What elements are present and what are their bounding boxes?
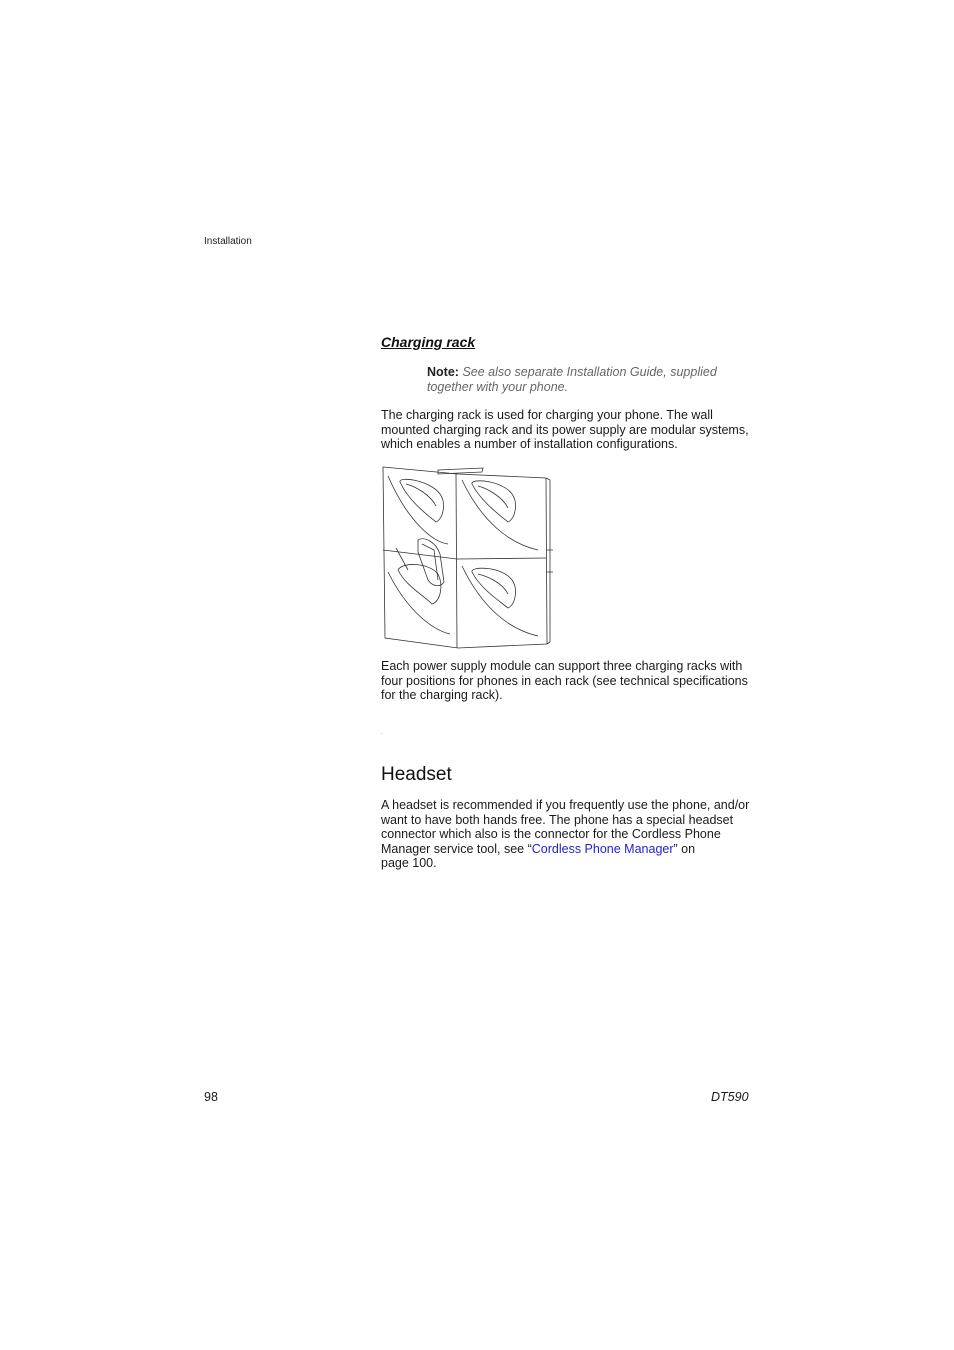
note-label: Note: [427, 365, 459, 379]
note-text: See also separate Installation Guide, supplied together with your phone. [427, 365, 717, 394]
charging-rack-description: The charging rack is used for charging your phone. The wall mounted charging rack and its power supply are modular systems, which enables a number of installation configurations. [381, 408, 749, 451]
charging-rack-illustration [378, 462, 553, 652]
power-supply-description: Each power supply module can support three charging racks with four positions for phones in each rack (see technical specifications for the charging rack). [381, 659, 748, 702]
stray-mark: . [381, 730, 383, 736]
headset-text-before-link: A headset is recommended if you frequently use the phone, and/or want to have both hands free. The phone has a special headset connector which also is the connector for the Cordless Phone Manager service tool, see “ [381, 798, 750, 856]
headset-text-after-link: ” on [673, 841, 696, 856]
model-name: DT590 [711, 1090, 749, 1104]
section-title-charging-rack: Charging rack [381, 334, 476, 350]
section-title-headset: Headset [381, 764, 452, 785]
cordless-phone-manager-link[interactable]: Cordless Phone Manager [531, 841, 674, 856]
page-number: 98 [204, 1090, 218, 1104]
headset-description [381, 798, 751, 871]
running-header: Installation [204, 236, 252, 247]
note-box [427, 365, 747, 394]
headset-page-reference: page 100. [381, 856, 437, 870]
